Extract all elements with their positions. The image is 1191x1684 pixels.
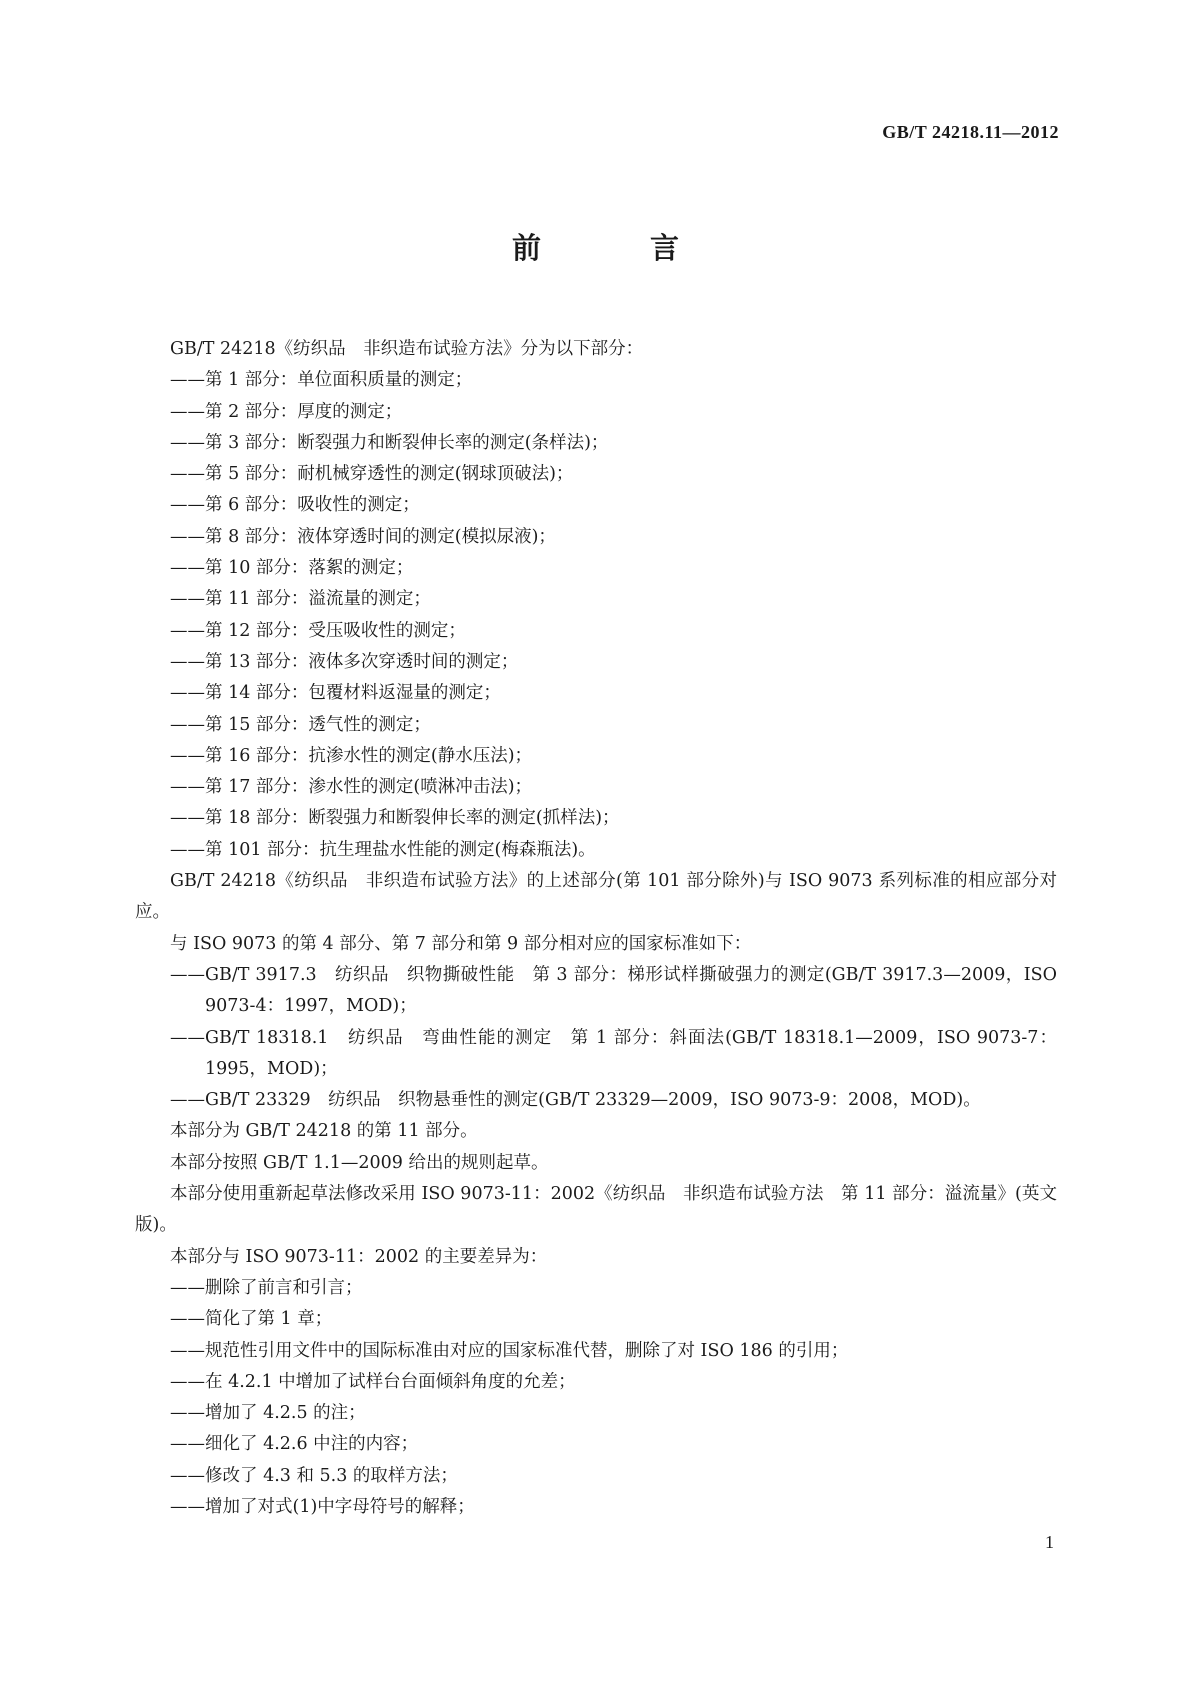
page-title: 前 言 [511, 231, 719, 265]
list-item: ——第 8 部分：液体穿透时间的测定(模拟尿液)； [170, 526, 556, 547]
list-item: ——第 2 部分：厚度的测定； [170, 401, 403, 422]
page-number: 1 [1045, 1532, 1054, 1552]
correspondence-paragraph: GB/T 24218《纺织品 非织造布试验方法》的上述部分(第 101 部分除外)与 ISO 9073 系列标准的相应部分对应。 [135, 871, 1057, 923]
list-item: ——第 17 部分：渗水性的测定(喷淋冲击法)； [170, 777, 533, 798]
difference-item: ——在 4.2.1 中增加了试样台台面倾斜角度的允差； [170, 1371, 576, 1392]
difference-item: ——修改了 4.3 和 5.3 的取样方法； [170, 1465, 458, 1486]
statement-paragraph: 本部分为 GB/T 24218 的第 11 部分。 [170, 1121, 478, 1142]
difference-item: ——删除了前言和引言； [170, 1277, 363, 1298]
list-item: ——第 5 部分：耐机械穿透性的测定(钢球顶破法)； [170, 464, 574, 485]
list-item: ——第 14 部分：包覆材料返湿量的测定； [170, 683, 501, 704]
list-item: ——第 1 部分：单位面积质量的测定； [170, 370, 473, 391]
list-item: ——第 12 部分：受压吸收性的测定； [170, 620, 466, 641]
statement-paragraph: 本部分使用重新起草法修改采用 ISO 9073-11：2002《纺织品 非织造布试验方法 第 11 部分：溢流量》(英文版)。 [135, 1184, 1057, 1236]
difference-item: ——增加了对式(1)中字母符号的解释； [170, 1496, 475, 1517]
intro-paragraph: GB/T 24218《纺织品 非织造布试验方法》分为以下部分： [170, 339, 644, 359]
standard-code: GB/T 24218.11—2012 [882, 122, 1059, 142]
national-standard-item: ——GB/T 18318.1 纺织品 弯曲性能的测定 第 1 部分：斜面法(GB/T 18318.1—2009，ISO 9073-7：1995，MOD)； [170, 1027, 1057, 1079]
national-standard-item: ——GB/T 23329 纺织品 织物悬垂性的测定(GB/T 23329—2009，ISO 9073-9：2008，MOD)。 [170, 1090, 981, 1111]
national-standard-item: ——GB/T 3917.3 纺织品 织物撕破性能 第 3 部分：梯形试样撕破强力的测定(GB/T 3917.3—2009，ISO 9073-4：1997，MOD)； [170, 964, 1057, 1017]
list-item: ——第 16 部分：抗渗水性的测定(静水压法)； [170, 745, 533, 766]
statement-paragraph: 本部分按照 GB/T 1.1—2009 给出的规则起草。 [170, 1152, 549, 1173]
list-item: ——第 10 部分：落絮的测定； [170, 558, 414, 579]
list-item: ——第 3 部分：断裂强力和断裂伸长率的测定(条样法)； [170, 432, 609, 453]
national-intro-paragraph: 与 ISO 9073 的第 4 部分、第 7 部分和第 9 部分相对应的国家标准如下： [170, 933, 752, 954]
list-item: ——第 13 部分：液体多次穿透时间的测定； [170, 651, 519, 672]
document-body [135, 334, 1057, 1523]
list-item: ——第 18 部分：断裂强力和断裂伸长率的测定(抓样法)； [170, 808, 620, 829]
difference-item: ——增加了 4.2.5 的注； [170, 1403, 366, 1424]
difference-item: ——规范性引用文件中的国际标准由对应的国家标准代替，删除了对 ISO 186 的引用； [170, 1340, 849, 1361]
list-item: ——第 15 部分：透气性的测定； [170, 714, 431, 735]
statement-paragraph: 本部分与 ISO 9073-11：2002 的主要差异为： [170, 1246, 548, 1267]
list-item: ——第 6 部分：吸收性的测定； [170, 495, 420, 516]
difference-item: ——细化了 4.2.6 中注的内容； [170, 1434, 419, 1455]
list-item: ——第 11 部分：溢流量的测定； [170, 589, 431, 610]
list-item: ——第 101 部分：抗生理盐水性能的测定(梅森瓶法)。 [170, 839, 596, 860]
difference-item: ——简化了第 1 章； [170, 1309, 333, 1330]
